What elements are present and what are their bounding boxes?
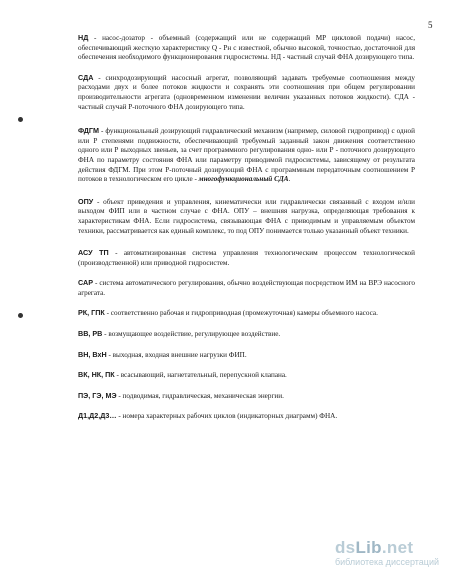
entry-vn-vhn: ВН, ВхН - выходная, входная внешние нагрузки ФИП. [78,349,247,359]
entry-opu: ОПУ - объект приведения и управления, кинематически или гидравлически связанный с входом и/или выходом ФИП или в частном случае с ФНА. ОПУ – внешняя нагрузка, определяющая требования к характеристикам ФНА. Если гидросистема, связывающая ФНА с приводимым и управляемым объектом техники, рассматривается как единый комплекс, то под ОПУ понимается только указанный объект техники. [78,196,415,235]
dslib-logo: dsLib.net [335,538,414,557]
entry-rk-gpk: РК, ГПК - соответственно рабочая и гидроприводная (промежуточная) камеры объемного насоса. [78,308,378,318]
entry-sar: САР - система автоматического регулирования, обычно воздействующая посредством ИМ на ВРЭ насосного агрегата. [78,278,415,297]
dslib-tagline: библиотека диссертаций [335,557,440,567]
entry-sda: СДА - синхродозирующий насосный агрегат, позволяющий задавать требуемые соотношения между расходами двух и более потоков жидкости и сохранять эти соотношения при общем регулировании производительности агрегата (одновременном изменении величин указанных потоков жидкости). СДА - частный случай Р-поточного ФНА дозирующего типа. [78,72,415,111]
dslib-watermark [335,538,440,567]
entry-pe-ge-me: ПЭ, ГЭ, МЭ - подводимая, гидравлическая, механическая энергии. [78,390,284,400]
page-number: 5 [428,20,433,30]
entry-d1-d2-d3: Д1,Д2,Д3… - номера характерных рабочих циклов (индикаторных диаграмм) ФНА. [78,411,338,421]
punch-hole-1 [18,117,23,122]
entry-vk-nk-pk: ВК, НК, ПК - всасывающий, нагнетательный, перепускной клапана. [78,370,287,380]
punch-hole-2 [18,313,23,318]
entry-fdgm: ФДГМ - функциональный дозирующий гидравлический механизм (например, силовой гидропривод) с одной или Р степенями подвижности, обеспечивающий требуемый заданный закон движения соответственно одного или Р выходных звеньев, за счет программного регулирования одно- или Р - поточного дозирующего ФНА по параметру состояния ФНА или параметру приводимой гидросистемы, зависящему от результата действия ФДГМ. При этом Р-поточный дозирующий ФНА с программным передаточным соотношением Р потоков в технологическом его цикле - многофункциональный СДА. [78,126,415,184]
abbreviations-list [78,33,415,422]
entry-nd: НД - насос-дозатор - объемный (содержащий или не содержащий МР цикловой подачи) насос, обеспечивающий жесткую характеристику Q - Рн с известной, обычно высокой, точностью, достаточной для обеспечения необходимого функционирования гидросистемы. НД - частный случай ФНА дозирующего типа. [78,33,415,62]
entry-asu-tp: АСУ ТП - автоматизированная система управления технологическим процессом технологической (производственной) или приводной гидросистем. [78,248,415,267]
entry-vv-rv: ВВ, РВ - возмущающее воздействие, регулирующее воздействие. [78,329,281,339]
